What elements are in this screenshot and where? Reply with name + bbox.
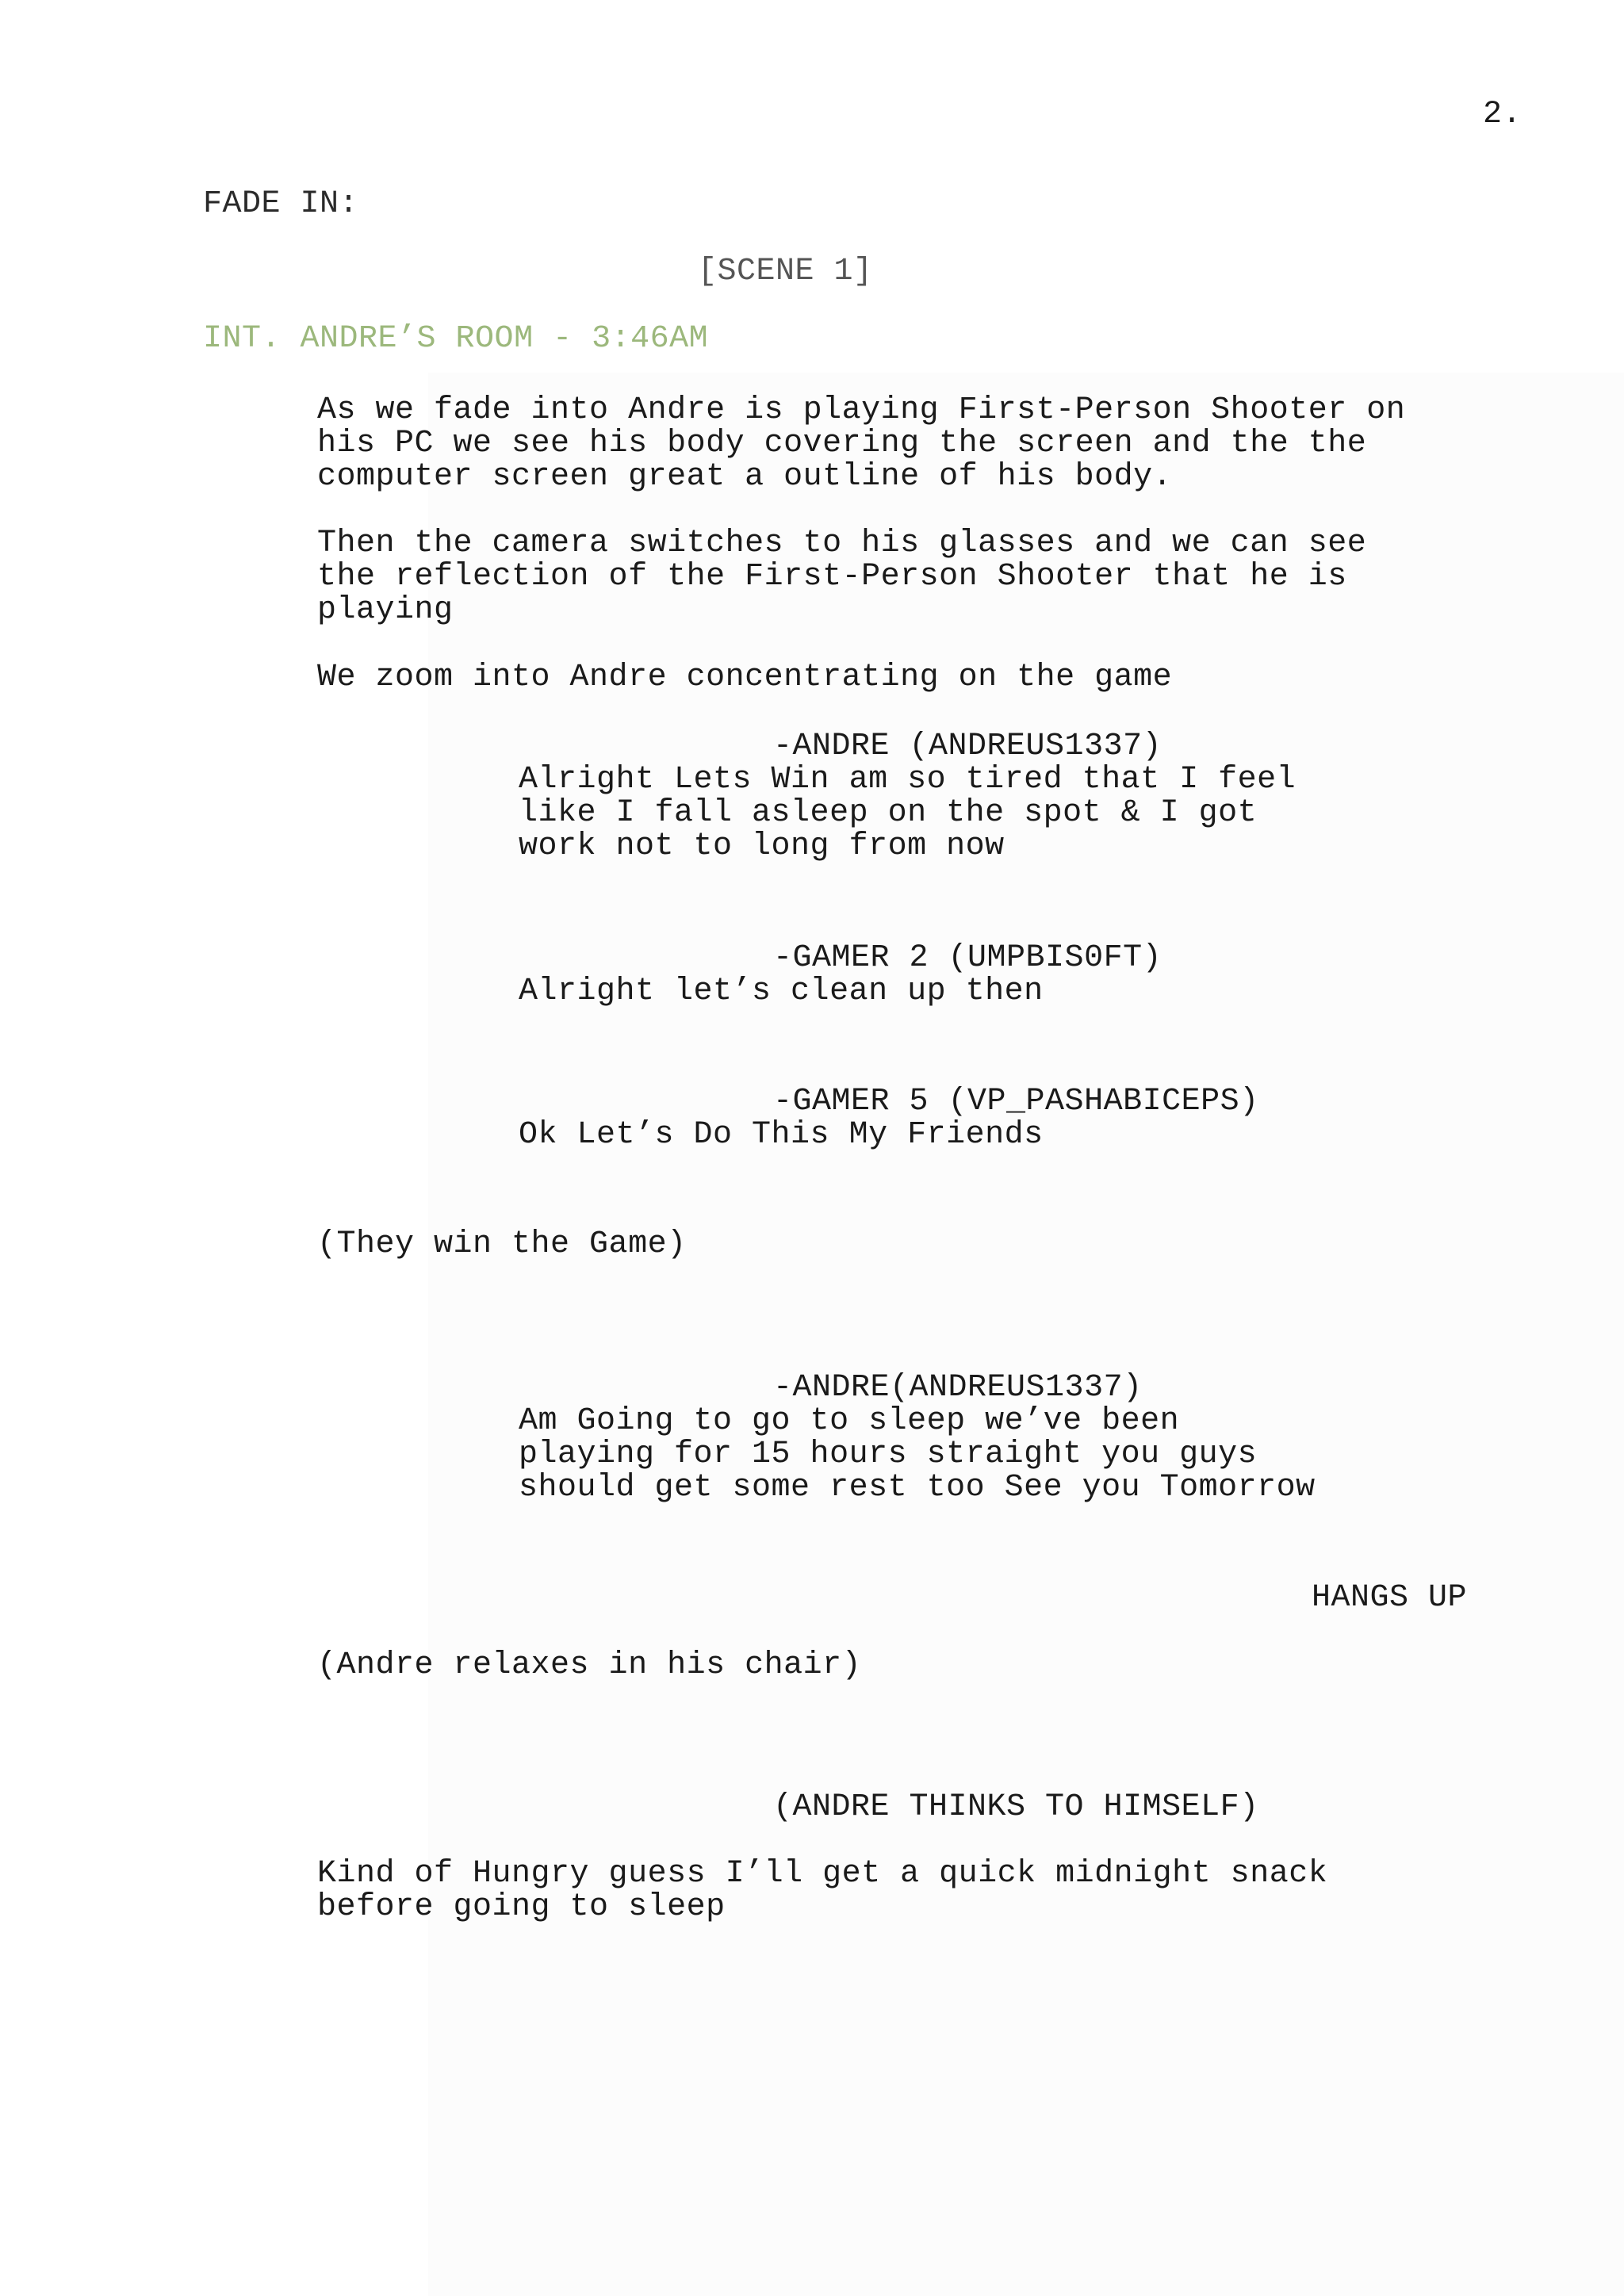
transition-fade-in: FADE IN: [203,186,359,222]
action-paragraph: As we fade into Andre is playing First-Person Shooter on his PC we see his body covering the screen and the the computer screen great a outline of his body. [317,392,1406,495]
character-name: -ANDRE(ANDREUS1337) [773,1370,1143,1406]
character-name: -ANDRE (ANDREUS1337) [773,729,1162,764]
thought-text: Kind of Hungry guess I’ll get a quick midnight snack before going to sleep [317,1856,1328,1925]
transition-hangs-up: HANGS UP [1312,1580,1468,1616]
action-paragraph: (Andre relaxes in his chair) [317,1647,862,1683]
character-name: -GAMER 5 (VP_PASHABICEPS) [773,1084,1259,1119]
scene-heading: INT. ANDRE’S ROOM - 3:46AM [203,321,709,357]
action-paragraph: Then the camera switches to his glasses and we can see the reflection of the First-Person Shooter that he is playing [317,526,1367,628]
dialogue-text: Alright Lets Win am so tired that I feel like I fall asleep on the spot & I got work not to long from now [519,762,1297,864]
page-number: 2. [1483,97,1522,132]
action-paragraph: We zoom into Andre concentrating on the game [317,660,1173,695]
dialogue-text: Ok Let’s Do This My Friends [519,1117,1044,1153]
action-paragraph: (They win the Game) [317,1226,687,1262]
scene-label: [SCENE 1] [698,254,873,289]
dialogue-text: Am Going to go to sleep we’ve been playing for 15 hours straight you guys should get some rest too See you Tomorrow [519,1403,1316,1506]
dialogue-text: Alright let’s clean up then [519,974,1044,1009]
character-name: -GAMER 2 (UMPBIS0FT) [773,940,1162,976]
thought-heading: (ANDRE THINKS TO HIMSELF) [773,1789,1259,1825]
